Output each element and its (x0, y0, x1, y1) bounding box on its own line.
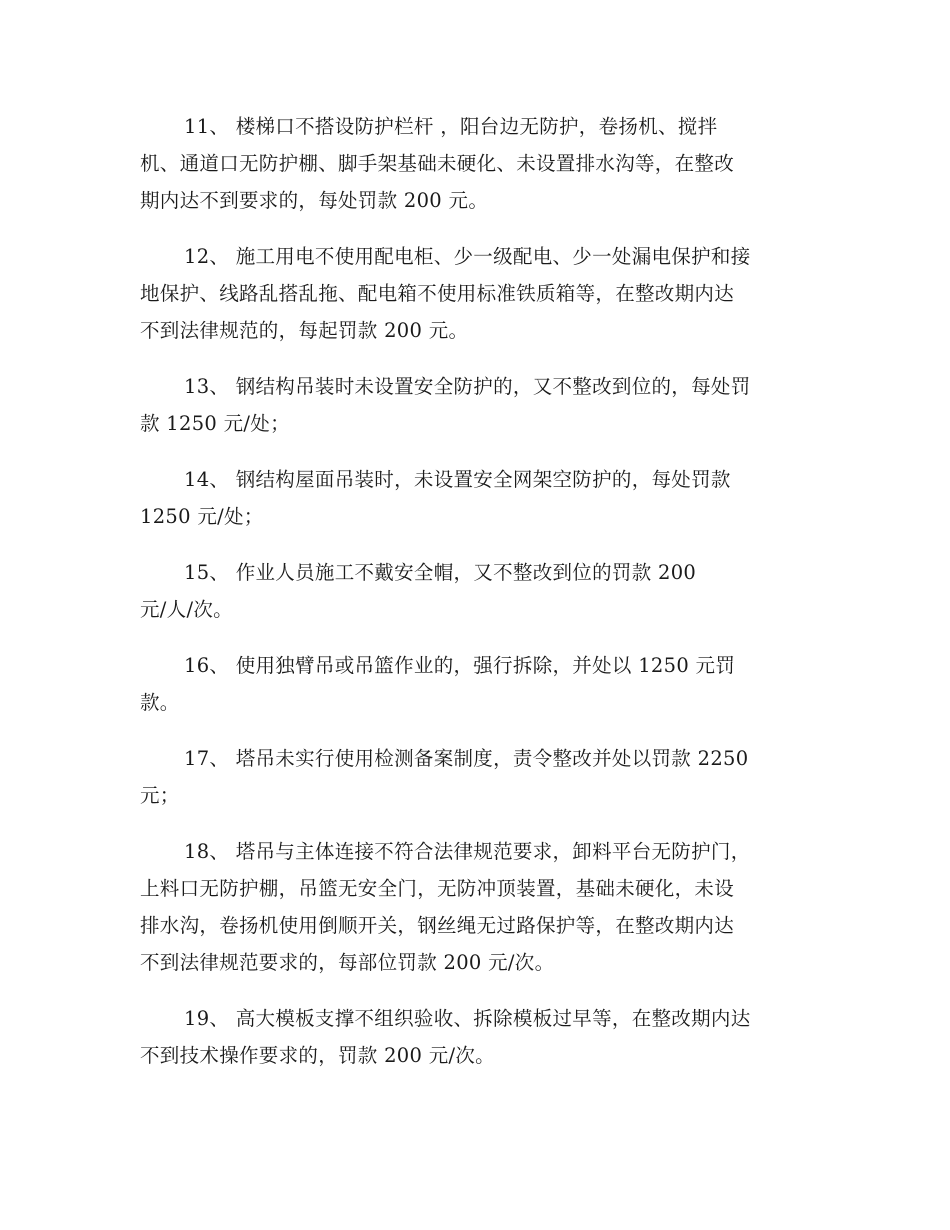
paragraph-line: 16、 使用独臂吊或吊篮作业的，强行拆除，并处以 1250 元罚 (184, 654, 736, 677)
paragraph-line: 元/人/次。 (140, 598, 233, 621)
paragraph-line: 不到法律规范要求的，每部位罚款 200 元/次。 (140, 951, 555, 974)
paragraph-line: 排水沟，卷扬机使用倒顺开关，钢丝绳无过路保护等，在整改期内达 (140, 914, 735, 937)
paragraph-line: 款 1250 元/处； (140, 412, 290, 435)
paragraph-11 (140, 108, 810, 219)
paragraph-line: 12、 施工用电不使用配电柜、少一级配电、少一处漏电保护和接 (184, 245, 751, 268)
paragraph-line: 13、 钢结构吊装时未设置安全防护的，又不整改到位的，每处罚 (184, 375, 751, 398)
paragraph-line: 11、 楼梯口不搭设防护栏杆 ，阳台边无防护，卷扬机、搅拌 (184, 115, 718, 138)
paragraph-line: 上料口无防护棚，吊篮无安全门，无防冲顶装置，基础未硬化，未设 (140, 877, 735, 900)
paragraph-17 (140, 740, 810, 814)
document-body (140, 108, 810, 1093)
paragraph-14 (140, 461, 810, 535)
paragraph-13 (140, 368, 810, 442)
paragraph-15 (140, 554, 810, 628)
paragraph-line: 款。 (140, 691, 180, 714)
paragraph-16 (140, 647, 810, 721)
paragraph-line: 地保护、线路乱搭乱拖、配电箱不使用标准铁质箱等，在整改期内达 (140, 282, 735, 305)
paragraph-line: 1250 元/处； (140, 505, 264, 528)
paragraph-12 (140, 238, 810, 349)
paragraph-line: 19、 高大模板支撑不组织验收、拆除模板过早等，在整改期内达 (184, 1007, 751, 1030)
paragraph-line: 18、 塔吊与主体连接不符合法律规范要求，卸料平台无防护门， (184, 840, 751, 863)
paragraph-line: 不到法律规范的，每起罚款 200 元。 (140, 319, 469, 342)
paragraph-19 (140, 1000, 810, 1074)
paragraph-line: 元； (140, 784, 180, 807)
paragraph-line: 14、 钢结构屋面吊装时，未设置安全网架空防护的，每处罚款 (184, 468, 731, 491)
paragraph-line: 15、 作业人员施工不戴安全帽，又不整改到位的罚款 200 (184, 561, 697, 584)
paragraph-18 (140, 833, 810, 981)
paragraph-line: 机、通道口无防护棚、脚手架基础未硬化、未设置排水沟等，在整改 (140, 152, 735, 175)
paragraph-line: 17、 塔吊未实行使用检测备案制度，责令整改并处以罚款 2250 (184, 747, 749, 770)
paragraph-line: 不到技术操作要求的，罚款 200 元/次。 (140, 1044, 495, 1067)
paragraph-line: 期内达不到要求的，每处罚款 200 元。 (140, 189, 489, 212)
